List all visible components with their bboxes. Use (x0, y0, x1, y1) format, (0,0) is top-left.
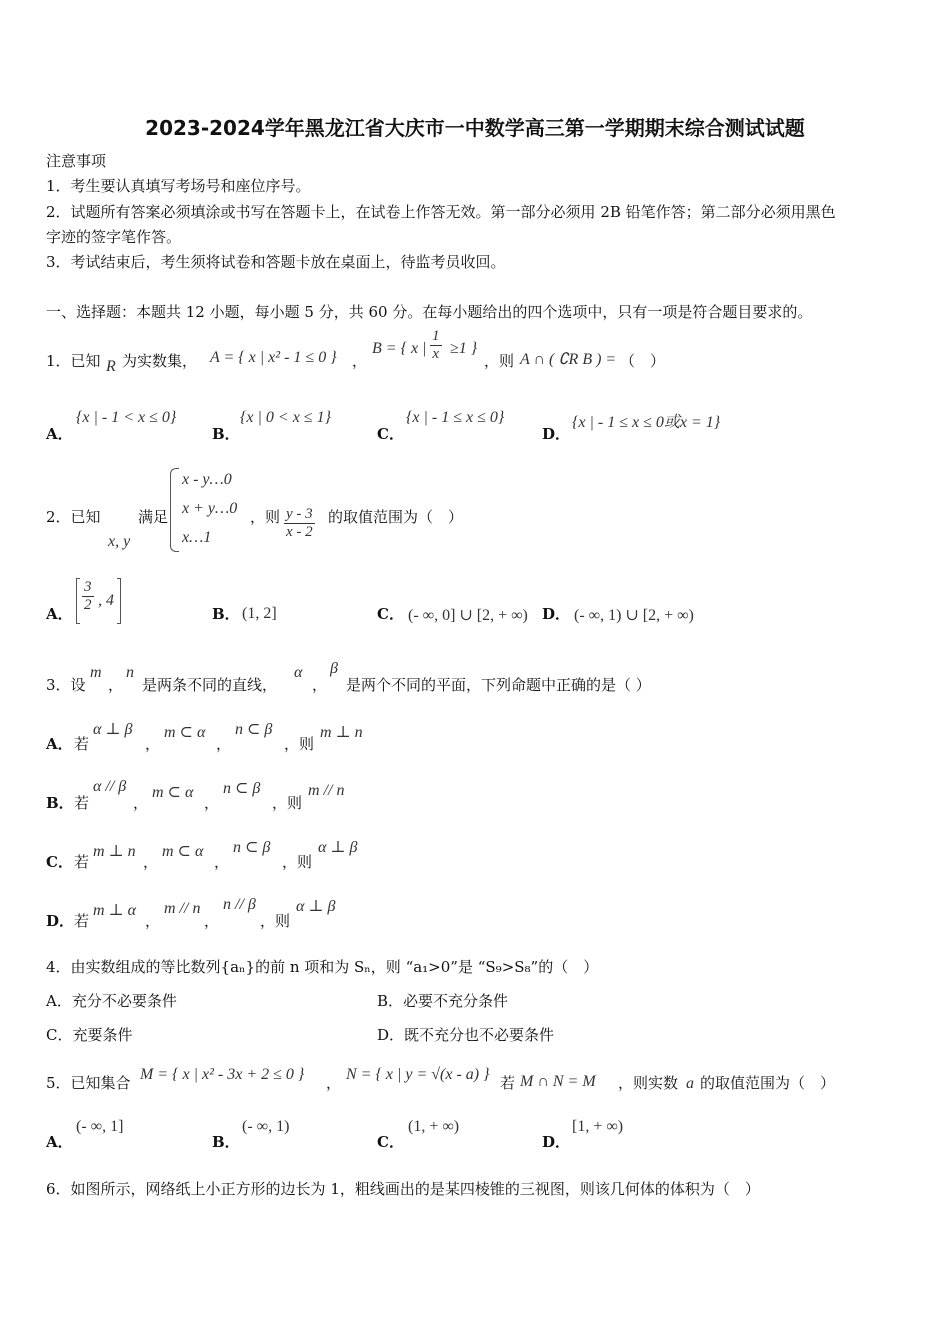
q1-mid: 为实数集， (122, 352, 198, 370)
q3-option-B-label: B． (46, 794, 74, 812)
q3-option-A-if: 若 (74, 735, 90, 753)
notice-item-2a: 2．试题所有答案必须填涂或书写在答题卡上，在试卷上作答无效。第一部分必须用 2B 铅笔作答；第二部分必须用黑色 (46, 203, 836, 221)
q2-option-B-label: B． (212, 605, 240, 623)
q5-option-A-label: A． (46, 1133, 73, 1151)
notice-item-2b: 字迹的签字笔作答。 (46, 228, 182, 246)
q2-option-B: (1, 2] (242, 605, 277, 622)
q5-option-B-label: B． (212, 1133, 240, 1151)
q1-option-B: {x | 0 < x ≤ 1} (240, 409, 331, 426)
q1-ask-prefix: ，则 (484, 352, 515, 370)
q1-frac-den: x (432, 346, 440, 362)
q3-option-B-comma-2: ， (204, 794, 220, 812)
q5-setM: M = { x | x² - 3x + 2 ≤ 0 } (140, 1066, 305, 1083)
q3-option-C-1: m ⊥ n (93, 843, 136, 860)
q3-option-D-1: m ⊥ α (93, 902, 136, 919)
q3-option-B-if: 若 (74, 794, 90, 812)
q5-option-A: (- ∞, 1] (76, 1118, 124, 1135)
q3-option-A-then: ，则 (284, 735, 315, 753)
q1-R: R (106, 358, 116, 375)
q2-option-D-label: D． (542, 605, 571, 623)
q2-option-C: (- ∞, 0] ∪ [2, + ∞) (408, 607, 528, 624)
q3-option-D-label: D． (46, 912, 75, 930)
q1-frac-num: 1 (432, 328, 440, 344)
q4-option-A: A．充分不必要条件 (46, 992, 177, 1010)
q3-prefix: 3．设 (46, 676, 86, 694)
q5-option-B: (- ∞, 1) (242, 1118, 290, 1135)
q3-option-D-comma-2: ， (204, 912, 220, 930)
q3-n: n (126, 664, 134, 681)
q2-vars: x, y (108, 533, 131, 550)
q2-option-A-fraction (82, 579, 94, 614)
q2-constraint-3: x…1 (182, 529, 212, 546)
q2-frac-den: x - 2 (286, 524, 313, 540)
q1-prefix: 1．已知 (46, 352, 101, 370)
q3-option-B-3: n ⊂ β (223, 780, 261, 797)
q1-expr: A ∩ ( ∁R B ) = (520, 351, 617, 368)
q1-setB-left: B = { x | (372, 340, 427, 357)
q4-option-C: C．充要条件 (46, 1026, 133, 1044)
q5-setN: N = { x | y = √(x - a) } (346, 1066, 490, 1083)
q2-suffix: 的取值范围为（ ） (328, 508, 464, 526)
q5-option-C: (1, + ∞) (408, 1118, 460, 1135)
q5-mid2: ，则实数 (618, 1074, 679, 1092)
q3-beta: β (330, 660, 338, 677)
q3-option-A-2: m ⊂ α (164, 724, 206, 741)
q1-setB-fraction (430, 328, 442, 363)
q3-option-A-1: α ⊥ β (93, 721, 133, 738)
q5-option-D: [1, + ∞) (572, 1118, 624, 1135)
q2-prefix: 2．已知 (46, 508, 101, 526)
q1-comma: ， (352, 352, 368, 370)
q2-option-D: (- ∞, 1) ∪ [2, + ∞) (574, 607, 694, 624)
q6-stem: 6．如图所示，网络纸上小正方形的边长为 1，粗线画出的是某四棱锥的三视图，则该几何体的体积为（ ） (46, 1180, 760, 1198)
q3-option-B-comma-1: ， (133, 794, 149, 812)
q3-option-C-then: ，则 (282, 853, 313, 871)
q3-option-B-then: ，则 (272, 794, 303, 812)
q3-sep1: ， (108, 676, 124, 694)
q2-option-A-den: 2 (84, 597, 92, 613)
q3-option-C-4: α ⊥ β (318, 839, 358, 856)
q1-setB-right: ≥1 } (450, 340, 478, 357)
q3-option-A-comma-1: ， (145, 735, 161, 753)
q3-option-B-4: m // n (308, 782, 345, 799)
q3-option-C-3: n ⊂ β (233, 839, 271, 856)
q3-option-D-4: α ⊥ β (296, 898, 336, 915)
q5-cond: M ∩ N = M (520, 1073, 596, 1090)
q1-option-D-label: D． (542, 425, 571, 443)
q3-mid: 是两条不同的直线， (142, 676, 278, 694)
q2-system-brace (170, 468, 179, 552)
q2-frac-num: y - 3 (286, 506, 313, 522)
q5-prefix: 5．已知集合 (46, 1074, 131, 1092)
q5-a: a (686, 1075, 694, 1092)
q4-option-D: D．既不充分也不必要条件 (377, 1026, 555, 1044)
q1-option-A: {x | - 1 < x ≤ 0} (76, 409, 177, 426)
q3-option-B-1: α // β (93, 778, 127, 795)
q4-option-B: B．必要不充分条件 (377, 992, 509, 1010)
q3-option-D-3: n // β (223, 896, 256, 913)
q3-option-D-then: ，则 (260, 912, 291, 930)
q5-option-D-label: D． (542, 1133, 571, 1151)
q5-suffix: 的取值范围为（ ） (700, 1074, 836, 1092)
q3-option-A-4: m ⊥ n (320, 724, 363, 741)
q3-option-D-if: 若 (74, 912, 90, 930)
q2-option-A-label: A． (46, 605, 73, 623)
q3-alpha: α (294, 664, 303, 681)
q1-option-A-label: A． (46, 425, 73, 443)
q2-option-A-num: 3 (84, 579, 92, 595)
q2-option-C-label: C． (377, 605, 404, 623)
q3-m: m (90, 664, 102, 681)
q3-option-C-2: m ⊂ α (162, 843, 204, 860)
q2-option-A-rest: , 4 (98, 592, 114, 609)
q3-option-C-comma-2: ， (214, 853, 230, 871)
q3-option-A-comma-2: ， (216, 735, 232, 753)
section-heading: 一、选择题：本题共 12 小题，每小题 5 分，共 60 分。在每小题给出的四个选项中，只有一项是符合题目要求的。 (46, 303, 813, 321)
q5-option-C-label: C． (377, 1133, 404, 1151)
q3-option-C-comma-1: ， (143, 853, 159, 871)
q2-mid: 满足 (138, 508, 169, 526)
q2-then: ，则 (250, 508, 281, 526)
q1-ask-suffix: （ ） (620, 352, 666, 370)
q1-option-B-label: B． (212, 425, 240, 443)
q3-option-D-comma-1: ， (145, 912, 161, 930)
q4-stem: 4．由实数组成的等比数列{aₙ}的前 n 项和为 Sₙ，则 “a₁>0”是 “S₉>S₈”的（ ） (46, 958, 599, 976)
q1-setA: A = { x | x² - 1 ≤ 0 } (210, 349, 337, 366)
q2-constraint-2: x + y…0 (182, 500, 238, 517)
q3-option-C-label: C． (46, 853, 73, 871)
q3-option-D-2: m // n (164, 900, 201, 917)
q5-mid: 若 (500, 1074, 516, 1092)
q3-suffix: 是两个不同的平面，下列命题中正确的是（ ） (346, 676, 651, 694)
q2-option-A-right-bracket (117, 578, 121, 624)
notice-item-3: 3．考试结束后，考生须将试卷和答题卡放在桌面上，待监考员收回。 (46, 253, 506, 271)
q5-comma: ， (326, 1074, 342, 1092)
q1-option-C: {x | - 1 ≤ x ≤ 0} (406, 409, 505, 426)
q2-fraction (284, 506, 315, 541)
page-title: 2023-2024学年黑龙江省大庆市一中数学高三第一学期期末综合测试试题 (145, 116, 805, 140)
q3-option-A-3: n ⊂ β (235, 721, 273, 738)
q3-option-C-if: 若 (74, 853, 90, 871)
q1-option-C-label: C． (377, 425, 404, 443)
q2-constraint-1: x - y…0 (182, 471, 232, 488)
q3-option-A-label: A． (46, 735, 73, 753)
q3-option-B-2: m ⊂ α (152, 784, 194, 801)
q3-sep2: ， (312, 676, 328, 694)
q2-option-A-left-bracket (76, 578, 80, 624)
q1-option-D: {x | - 1 ≤ x ≤ 0或x = 1} (572, 414, 721, 431)
notice-heading: 注意事项 (46, 152, 107, 170)
notice-item-1: 1．考生要认真填写考场号和座位序号。 (46, 177, 311, 195)
